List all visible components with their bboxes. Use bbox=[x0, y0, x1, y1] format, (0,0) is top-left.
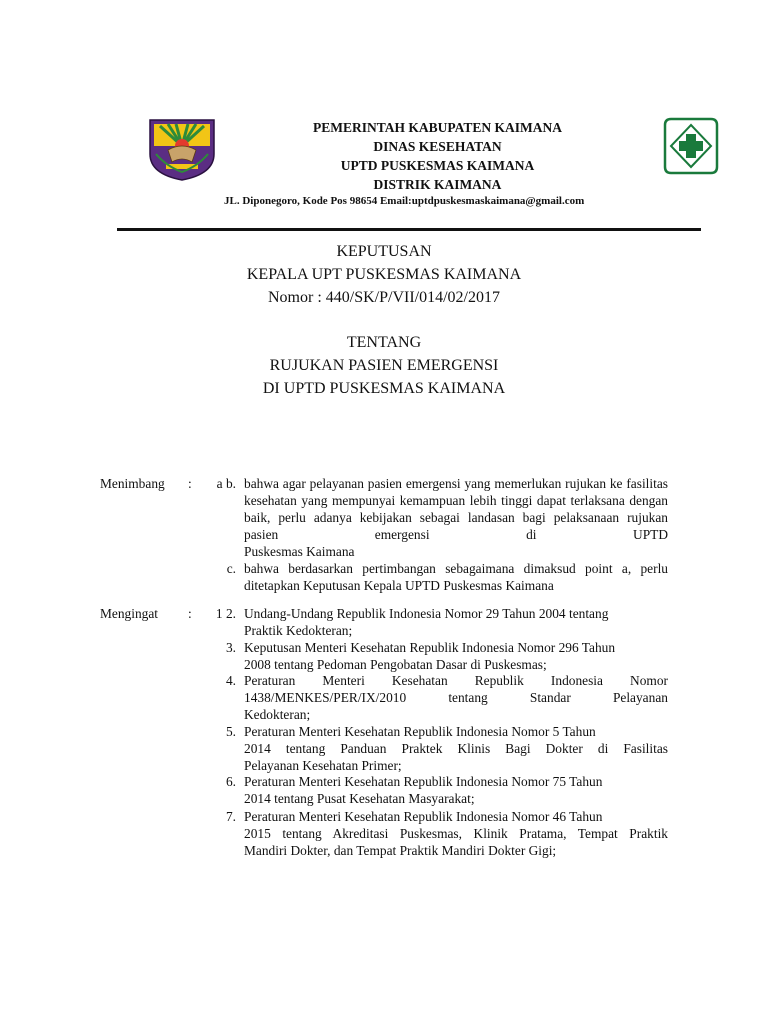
doc-title-keputusan: KEPUTUSAN bbox=[336, 243, 432, 260]
doc-subject-line-2: DI UPTD PUSKESMAS KAIMANA bbox=[262, 380, 506, 397]
mengingat-item-6-line-1: Peraturan Menteri Kesehatan Republik Indonesia Nomor 75 Tahun bbox=[244, 774, 603, 789]
menimbang-label: Menimbang bbox=[100, 476, 165, 491]
mengingat-item-7-line-3: Mandiri Dokter, dan Tempat Praktik Mandiri Dokter Gigi; bbox=[244, 843, 557, 858]
menimbang-colon: : bbox=[188, 476, 192, 491]
mengingat-item-5-line-2: 2014 tentang Panduan Praktek Klinis Bagi Dokter di Fasilitas bbox=[244, 741, 668, 756]
mengingat-prefix: 1 2. bbox=[215, 606, 236, 621]
mengingat-item-4-line-1: Peraturan Menteri Kesehatan Republik Indonesia Nomor bbox=[244, 673, 668, 688]
mengingat-item-3-number: 3. bbox=[225, 640, 236, 655]
mengingat-item-6-number: 6. bbox=[225, 774, 236, 789]
letterhead-line-4: DISTRIK KAIMANA bbox=[373, 177, 502, 192]
letterhead-address: JL. Diponegoro, Kode Pos 98654 Email:uptdpuskesmaskaimana@gmail.com bbox=[224, 195, 585, 207]
mengingat-item-3-line-2: 2008 tentang Pedoman Pengobatan Dasar di Puskesmas; bbox=[244, 657, 547, 672]
mengingat-colon: : bbox=[188, 606, 192, 621]
doc-title-tentang: TENTANG bbox=[346, 334, 422, 351]
puskesmas-logo bbox=[663, 117, 719, 175]
letterhead-line-1: PEMERINTAH KABUPATEN KAIMANA bbox=[313, 120, 562, 135]
mengingat-item-3-line-1: Keputusan Menteri Kesehatan Republik Indonesia Nomor 296 Tahun bbox=[244, 640, 616, 655]
menimbang-item-c: bahwa berdasarkan pertimbangan sebagaimana dimaksud point a, perlu ditetapkan Keputusan Kepala UPTD Puskesmas Kaimana bbox=[244, 561, 668, 593]
item-4-word-number: 1438/MENKES/PER/IX/2010 bbox=[244, 690, 407, 705]
menimbang-item-b: bahwa agar pelayanan pasien emergensi yang memerlukan rujukan ke fasilitas kesehatan yang mempunyai kemampuan lebih tinggi dapat terlaksana dengan baik, perlu adanya kebijakan sebagai landasan bagi pelaksanaan rujukan pasien emergensi di UPTD bbox=[244, 476, 668, 542]
menimbang-prefix: a b. bbox=[216, 476, 236, 491]
doc-title-issuer: KEPALA UPT PUSKESMAS KAIMANA bbox=[246, 266, 522, 283]
mengingat-item-5-number: 5. bbox=[225, 724, 236, 739]
mengingat-item-7-line-1: Peraturan Menteri Kesehatan Republik Indonesia Nomor 46 Tahun bbox=[244, 809, 603, 824]
doc-number: Nomor : 440/SK/P/VII/014/02/2017 bbox=[267, 289, 500, 306]
mengingat-item-4-number: 4. bbox=[225, 673, 236, 688]
mengingat-item-4-line-3: Kedokteran; bbox=[244, 707, 311, 722]
menimbang-item-c-number: c. bbox=[226, 561, 236, 576]
letterhead-divider bbox=[117, 228, 701, 231]
mengingat-item-7-line-2: 2015 tentang Akreditasi Puskesmas, Klinik Pratama, Tempat Praktik bbox=[244, 826, 668, 841]
mengingat-item-6-line-2: 2014 tentang Pusat Kesehatan Masyarakat; bbox=[244, 791, 475, 806]
mengingat-item-7-number: 7. bbox=[225, 809, 236, 824]
kabupaten-crest-logo bbox=[146, 116, 218, 182]
item-4-word-tentang: tentang bbox=[448, 690, 488, 705]
item-4-word-standar: Standar bbox=[529, 690, 571, 705]
letterhead-line-2: DINAS KESEHATAN bbox=[373, 139, 502, 154]
doc-subject-line-1: RUJUKAN PASIEN EMERGENSI bbox=[269, 357, 499, 374]
mengingat-item-2-line-2: Praktik Kedokteran; bbox=[244, 623, 353, 638]
mengingat-item-4-line-2 bbox=[244, 689, 668, 706]
mengingat-item-5-line-1: Peraturan Menteri Kesehatan Republik Indonesia Nomor 5 Tahun bbox=[244, 724, 596, 739]
mengingat-item-2-line-1: Undang-Undang Republik Indonesia Nomor 29 Tahun 2004 tentang bbox=[244, 606, 609, 621]
mengingat-item-5-line-3: Pelayanan Kesehatan Primer; bbox=[244, 758, 402, 773]
item-4-word-pelayanan: Pelayanan bbox=[612, 690, 668, 705]
menimbang-item-b-end: Puskesmas Kaimana bbox=[244, 544, 355, 559]
letterhead-line-3: UPTD PUSKESMAS KAIMANA bbox=[340, 158, 535, 173]
mengingat-label: Mengingat bbox=[100, 606, 159, 621]
